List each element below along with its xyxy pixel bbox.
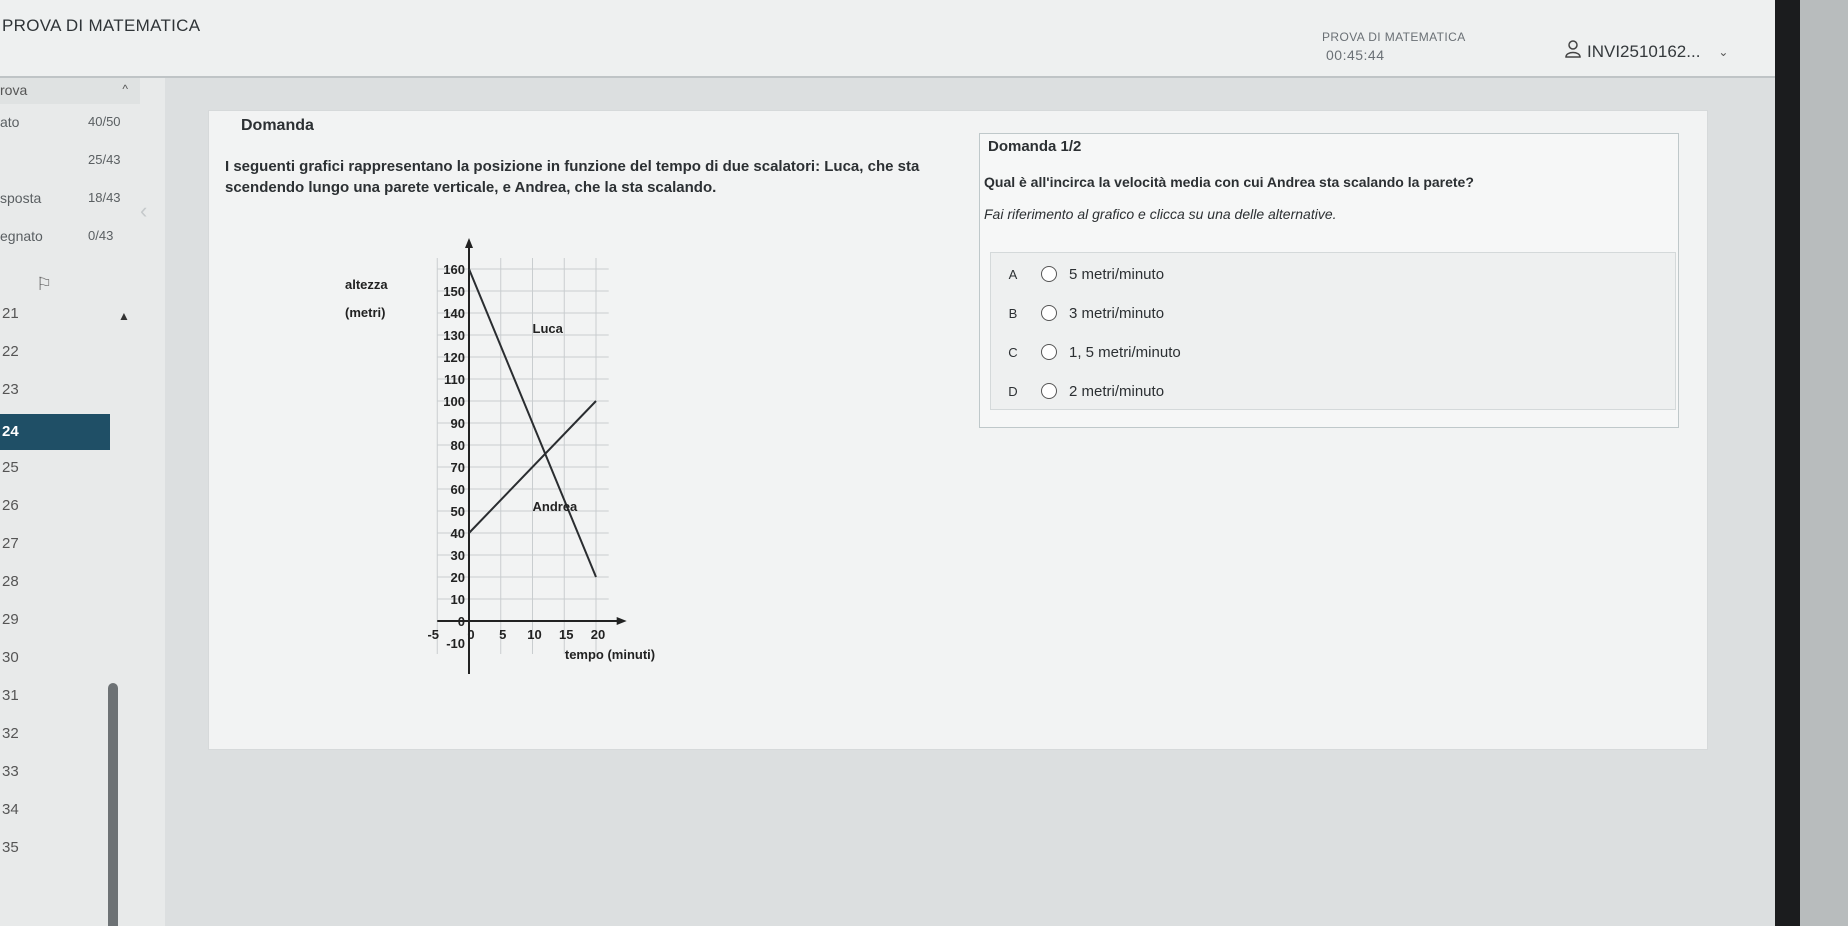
option-text: 3 metri/minuto — [1069, 304, 1165, 322]
y-tick-label: 80 — [450, 438, 465, 453]
y-tick-label: 10 — [450, 592, 465, 607]
question-nav-item[interactable]: 22 — [2, 343, 19, 360]
y-tick-label: 130 — [443, 328, 465, 343]
option-a[interactable] — [991, 257, 1671, 291]
x-axis-label: tempo (minuti) — [564, 647, 656, 662]
y-tick-label: 40 — [450, 526, 465, 541]
chevron-down-icon[interactable]: ⌄ — [1718, 44, 1729, 59]
answer-panel — [979, 133, 1679, 428]
question-nav-item[interactable]: 27 — [2, 535, 19, 552]
stat-label: egnato — [0, 228, 43, 244]
position-time-chart — [341, 221, 841, 711]
question-nav-item-active[interactable]: 24 — [0, 414, 110, 450]
stat-value: 18/43 — [88, 190, 121, 205]
question-nav-item[interactable]: 26 — [2, 497, 19, 514]
option-text: 5 metri/minuto — [1069, 265, 1165, 283]
radio-button[interactable] — [1041, 305, 1057, 321]
question-nav-item[interactable]: 31 — [2, 687, 19, 704]
x-tick-label: 5 — [499, 627, 507, 642]
question-nav-item[interactable]: 29 — [2, 611, 19, 628]
exam-name: PROVA DI MATEMATICA — [1322, 30, 1466, 44]
answer-options — [990, 252, 1676, 410]
question-nav-item[interactable]: 25 — [2, 459, 19, 476]
monitor-bezel — [1775, 0, 1800, 926]
user-icon — [1565, 40, 1581, 63]
sidebar-section-label: rova — [0, 82, 28, 98]
y-tick-label: 70 — [450, 460, 465, 475]
x-tick-label: 0 — [467, 627, 475, 642]
y-axis-label-unit: (metri) — [345, 305, 386, 320]
x-tick-label: 15 — [559, 627, 574, 642]
question-nav-item[interactable]: 34 — [2, 801, 19, 818]
option-letter: D — [1008, 383, 1018, 399]
stat-label: ato — [0, 114, 20, 130]
y-tick-label: 0 — [457, 614, 465, 629]
radio-button[interactable] — [1041, 383, 1057, 399]
x-tick-label: -5 — [427, 627, 440, 642]
stat-label: sposta — [0, 190, 42, 206]
option-b[interactable] — [991, 296, 1671, 330]
chevron-up-icon[interactable]: ^ — [122, 82, 128, 96]
question-card — [208, 110, 1708, 750]
stat-value: 25/43 — [88, 152, 121, 167]
sub-question-counter: Domanda 1/2 — [988, 138, 1082, 155]
option-d[interactable] — [991, 374, 1671, 408]
stat-row — [0, 228, 140, 244]
stat-value: 40/50 — [88, 114, 121, 129]
y-tick-label: 100 — [443, 394, 465, 409]
app-title: PROVA DI MATEMATICA — [2, 16, 201, 35]
question-nav-item[interactable]: 21 — [2, 305, 19, 322]
user-id: INVI2510162... — [1587, 41, 1701, 61]
x-tick-label: 10 — [527, 627, 542, 642]
question-heading: Domanda — [241, 117, 314, 134]
y-tick-label: 20 — [450, 570, 465, 585]
stat-value: 0/43 — [88, 228, 114, 243]
y-tick-label: 50 — [450, 504, 465, 519]
sidebar-scrollbar[interactable] — [108, 683, 118, 926]
y-tick-label: 110 — [444, 372, 465, 387]
sidebar — [0, 78, 165, 926]
series-label-andrea: Andrea — [532, 499, 578, 514]
stat-row — [0, 190, 140, 206]
y-axis-label: altezza — [345, 277, 388, 292]
series-label-luca: Luca — [532, 320, 563, 336]
question-nav-item[interactable]: 30 — [2, 649, 19, 666]
y-tick-label: 60 — [450, 482, 465, 497]
caret-up-icon[interactable]: ▲ — [118, 309, 130, 323]
y-tick-label: 150 — [443, 284, 465, 299]
countdown-timer: 00:45:44 — [1326, 47, 1385, 63]
background-outside-screen — [1800, 0, 1848, 926]
option-letter: A — [1008, 266, 1018, 282]
question-nav-item[interactable]: 33 — [2, 763, 19, 780]
chart-svg — [341, 221, 841, 711]
user-menu[interactable] — [1565, 40, 1728, 63]
option-c[interactable] — [991, 335, 1671, 369]
x-axis-arrow — [617, 617, 627, 625]
y-axis-arrow — [465, 238, 473, 248]
option-letter: C — [1008, 344, 1018, 360]
question-nav-item[interactable]: 35 — [2, 839, 19, 856]
x-tick-label: 20 — [590, 627, 606, 642]
sidebar-section-header[interactable] — [0, 78, 140, 104]
question-nav-item[interactable]: 28 — [2, 573, 19, 590]
question-nav-item[interactable]: 23 — [2, 381, 19, 398]
top-header — [0, 0, 1775, 78]
option-text: 2 metri/minuto — [1069, 382, 1165, 400]
stat-row — [0, 114, 140, 130]
y-tick-label: 120 — [443, 350, 465, 365]
collapse-sidebar-icon[interactable]: ‹ — [140, 198, 148, 223]
question-nav-item[interactable]: 32 — [2, 725, 19, 742]
option-letter: B — [1008, 305, 1018, 321]
y-tick-label: 90 — [450, 416, 465, 431]
y-tick-label: 140 — [443, 306, 465, 321]
flag-icon[interactable]: ⚐ — [36, 274, 53, 294]
instruction-text: Fai riferimento al grafico e clicca su una delle alternative. — [984, 206, 1337, 222]
y-tick-label: 30 — [450, 548, 465, 563]
y-tick-label: -10 — [446, 636, 465, 651]
radio-button[interactable] — [1041, 344, 1057, 360]
question-stem: I seguenti grafici rappresentano la posizione in funzione del tempo di due scalatori: Luca, che sta scendendo lungo una parete verticale, e Andrea, che la sta scalando. — [225, 158, 920, 196]
y-tick-label: 160 — [443, 262, 465, 277]
radio-button[interactable] — [1041, 266, 1057, 282]
sub-question-prompt: Qual è all'incirca la velocità media con cui Andrea sta scalando la parete? — [984, 174, 1474, 190]
option-text: 1, 5 metri/minuto — [1069, 343, 1181, 361]
